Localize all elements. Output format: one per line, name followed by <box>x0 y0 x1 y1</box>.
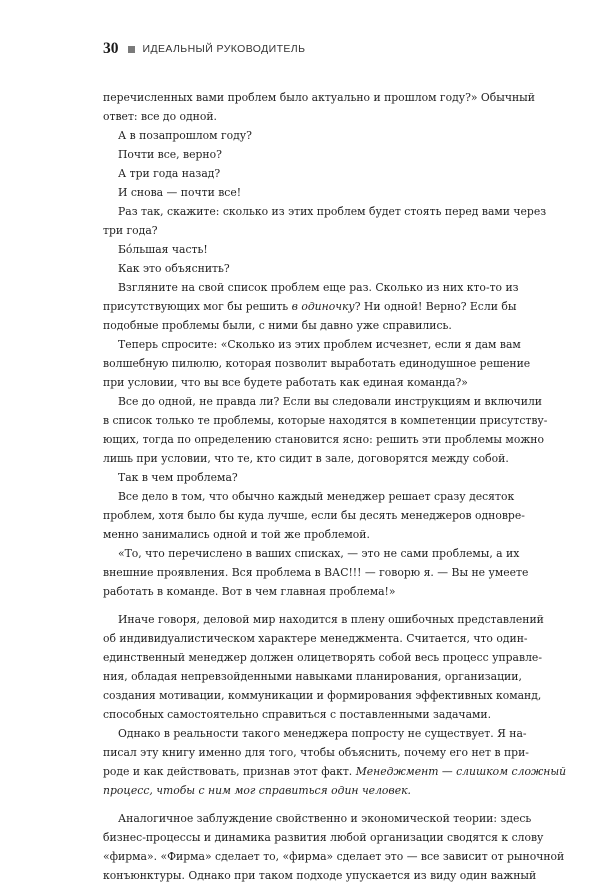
text-line: А три года назад? <box>118 167 221 180</box>
text-line: проблем, хотя было бы куда лучше, если бы десять менеджеров одновре- <box>103 509 525 522</box>
running-head <box>103 40 305 58</box>
text-line: Аналогичное заблуждение свойственно и экономической теории: здесь <box>118 812 532 825</box>
text-line: бизнес-процессы и динамика развития любой организации сводятся к слову <box>103 831 544 844</box>
text-line: волшебную пилюлю, которая позволит выработать единодушное решение <box>103 357 531 370</box>
text-line: об индивидуалистическом характере менеджмента. Считается, что один- <box>103 632 528 645</box>
page-number: 30 <box>103 40 119 57</box>
text-line: работать в команде. Вот в чем главная проблема!» <box>103 585 396 598</box>
text-line: Взгляните на свой список проблем еще раз. Сколько из них кто-то из <box>118 281 519 294</box>
body-text <box>103 88 567 885</box>
text-line: Бóльшая часть! <box>118 243 208 256</box>
text-line: ответ: все до одной. <box>103 110 217 123</box>
text-line: при условии, что вы все будете работать как единая команда?» <box>103 376 468 389</box>
text-line: А в позапрошлом году? <box>118 129 252 142</box>
text-line: писал эту книгу именно для того, чтобы объяснить, почему его нет в при- <box>103 746 529 759</box>
text-line: внешние проявления. Вся проблема в ВАС!!! — говорю я. — Вы не умеете <box>103 566 529 579</box>
text-line: в список только те проблемы, которые находятся в компетенции присутству- <box>103 414 548 427</box>
text-line: ния, обладая непревзойденными навыками планирования, организации, <box>103 670 522 683</box>
text-line: Иначе говоря, деловой мир находится в плену ошибочных представлений <box>118 613 544 626</box>
text-line: создания мотивации, коммуникации и формирования эффективных команд, <box>103 689 542 702</box>
text-line: Теперь спросите: «Сколько из этих проблем исчезнет, если я дам вам <box>118 338 521 351</box>
text-line: три года? <box>103 224 158 237</box>
text-line: Так в чем проблема? <box>118 471 238 484</box>
text-line: конъюнктуры. Однако при таком подходе упускается из виду один важный <box>103 869 537 882</box>
text-line: процесс, чтобы с ним мог справиться один человек. <box>103 784 411 797</box>
text-line: Однако в реальности такого менеджера попросту не существует. Я на- <box>118 727 527 740</box>
text-line: Почти все, верно? <box>118 148 222 161</box>
text-line: присутствующих мог бы решить в одиночку? Ни одной! Верно? Если бы <box>103 300 517 313</box>
text-line: подобные проблемы были, с ними бы давно уже справились. <box>103 319 452 332</box>
text-line: «То, что перечислено в ваших списках, — это не сами проблемы, а их <box>118 547 520 560</box>
text-line: лишь при условии, что те, кто сидит в зале, договорятся между собой. <box>103 452 509 465</box>
text-line: единственный менеджер должен олицетворять собой весь процесс управле- <box>103 651 542 664</box>
text-line: Раз так, скажите: сколько из этих проблем будет стоять перед вами через <box>118 205 547 218</box>
text-line: менно занимались одной и той же проблемой. <box>103 528 370 541</box>
text-line: «фирма». «Фирма» сделает то, «фирма» сделает это — все зависит от рыночной <box>103 850 565 863</box>
text-line: перечисленных вами проблем было актуально и прошлом году?» Обычный <box>103 91 535 104</box>
text-line: Все дело в том, что обычно каждый менеджер решает сразу десяток <box>118 490 515 503</box>
text-line: Как это объяснить? <box>118 262 230 275</box>
text-line: И снова — почти все! <box>118 186 242 199</box>
text-line: Все до одной, не правда ли? Если вы следовали инструкциям и включили <box>118 395 542 408</box>
running-title: ИДЕАЛЬНЫЙ РУКОВОДИТЕЛЬ <box>142 43 306 55</box>
text-line: ющих, тогда по определению становится ясно: решить эти проблемы можно <box>103 433 544 446</box>
text-line: способных самостоятельно справиться с поставленными задачами. <box>103 708 492 721</box>
square-icon <box>128 46 135 53</box>
text-line: роде и как действовать, признав этот факт. Менеджмент — слишком сложный <box>103 765 567 778</box>
